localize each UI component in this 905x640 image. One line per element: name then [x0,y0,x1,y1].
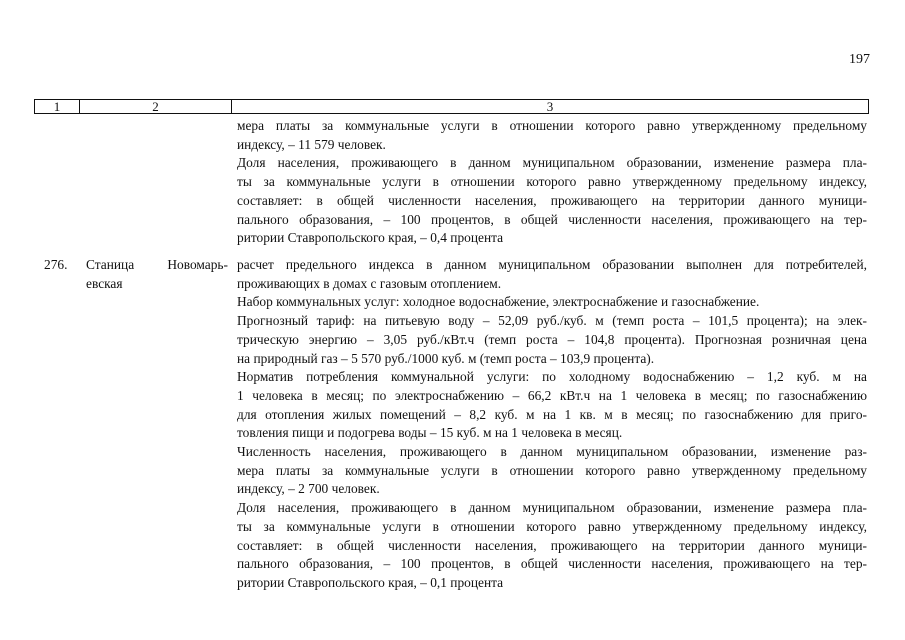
entry-name-part-b: Новомарь- [167,257,228,272]
text-line: Норматив потребления коммунальной услуги: по холодному водоснабжению – 1,2 куб. м на [237,369,867,385]
paragraph [237,443,867,499]
text-line: индексу, – 11 579 человек. [237,136,386,152]
text-line: ритории Ставропольского края, – 0,1 процента [237,574,504,590]
entry-name-line-1 [86,256,228,275]
text-line: мера платы за коммунальные услуги в отношении которого равно утвержденному предельному [237,118,867,133]
table-header-col-3: 3 [546,99,554,114]
continuation-content [237,117,867,248]
paragraph [237,117,867,154]
text-line: для отопления жилых помещений – 8,2 куб. м на 1 кв. м в месяц; по газоснабжению для приго- [237,406,867,422]
text-line: ты за коммунальные услуги в отношении которого равно утвержденному предельному индексу, [237,174,867,190]
text-line: Доля населения, проживающего в данном муниципальном образовании, изменение размера пла- [237,500,867,516]
text-line: трическую энергию – 3,05 руб./кВт.ч (темп роста – 104,8 процента). Прогнозная розничная цена [237,331,867,347]
text-line: проживающих в домах с газовым отоплением. [237,275,502,291]
paragraph [237,312,867,368]
entry-name-part-a: Станица [86,257,135,272]
text-line: пального образования, – 100 процентов, в общей численности населения, проживающего на тер- [237,211,867,227]
page-number: 197 [849,52,870,67]
paragraph [237,499,867,593]
paragraph [237,368,867,443]
text-line: 1 человека в месяц; по электроснабжению – 66,2 кВт.ч на 1 человека в месяц; по газоснабжению [237,387,867,403]
text-line: составляет: в общей численности населения, проживающего на территории данного муници- [237,192,867,208]
text-line: на природный газ – 5 570 руб./1000 куб. м (темп роста – 103,9 процента). [237,350,655,366]
text-line: расчет предельного индекса в данном муниципальном образовании выполнен для потребителей, [237,257,867,272]
text-line: индексу, – 2 700 человек. [237,481,380,497]
table-header-col-1: 1 [35,100,80,113]
entry-name-line-2: евская [86,275,123,291]
paragraph [237,256,867,293]
text-line: составляет: в общей численности населения, проживающего на территории данного муници- [237,537,867,553]
text-line: товления пищи и подогрева воды – 15 куб. м на 1 человека в месяц. [237,425,623,441]
table-header-col-2: 2 [80,100,232,113]
paragraph [237,154,867,248]
text-line: мера платы за коммунальные услуги в отношении которого равно утвержденному предельному [237,462,867,478]
text-line: Численность населения, проживающего в данном муниципальном образовании, изменение раз- [237,444,867,460]
text-line: Прогнозный тариф: на питьевую воду – 52,09 руб./куб. м (темп роста – 101,5 процента); на элек- [237,313,867,329]
text-line: Набор коммунальных услуг: холодное водоснабжение, электроснабжение и газоснабжение. [237,294,760,310]
table-header-row [34,99,869,114]
text-line: Доля населения, проживающего в данном муниципальном образовании, изменение размера пла- [237,155,867,171]
text-line: ритории Ставропольского края, – 0,4 процента [237,230,504,246]
entry-municipality-name [86,256,228,293]
entry-number: 276. [44,257,68,272]
entry-content [237,256,867,593]
paragraph [237,293,867,312]
text-line: ты за коммунальные услуги в отношении которого равно утвержденному предельному индексу, [237,518,867,534]
text-line: пального образования, – 100 процентов, в общей численности населения, проживающего на тер- [237,556,867,572]
